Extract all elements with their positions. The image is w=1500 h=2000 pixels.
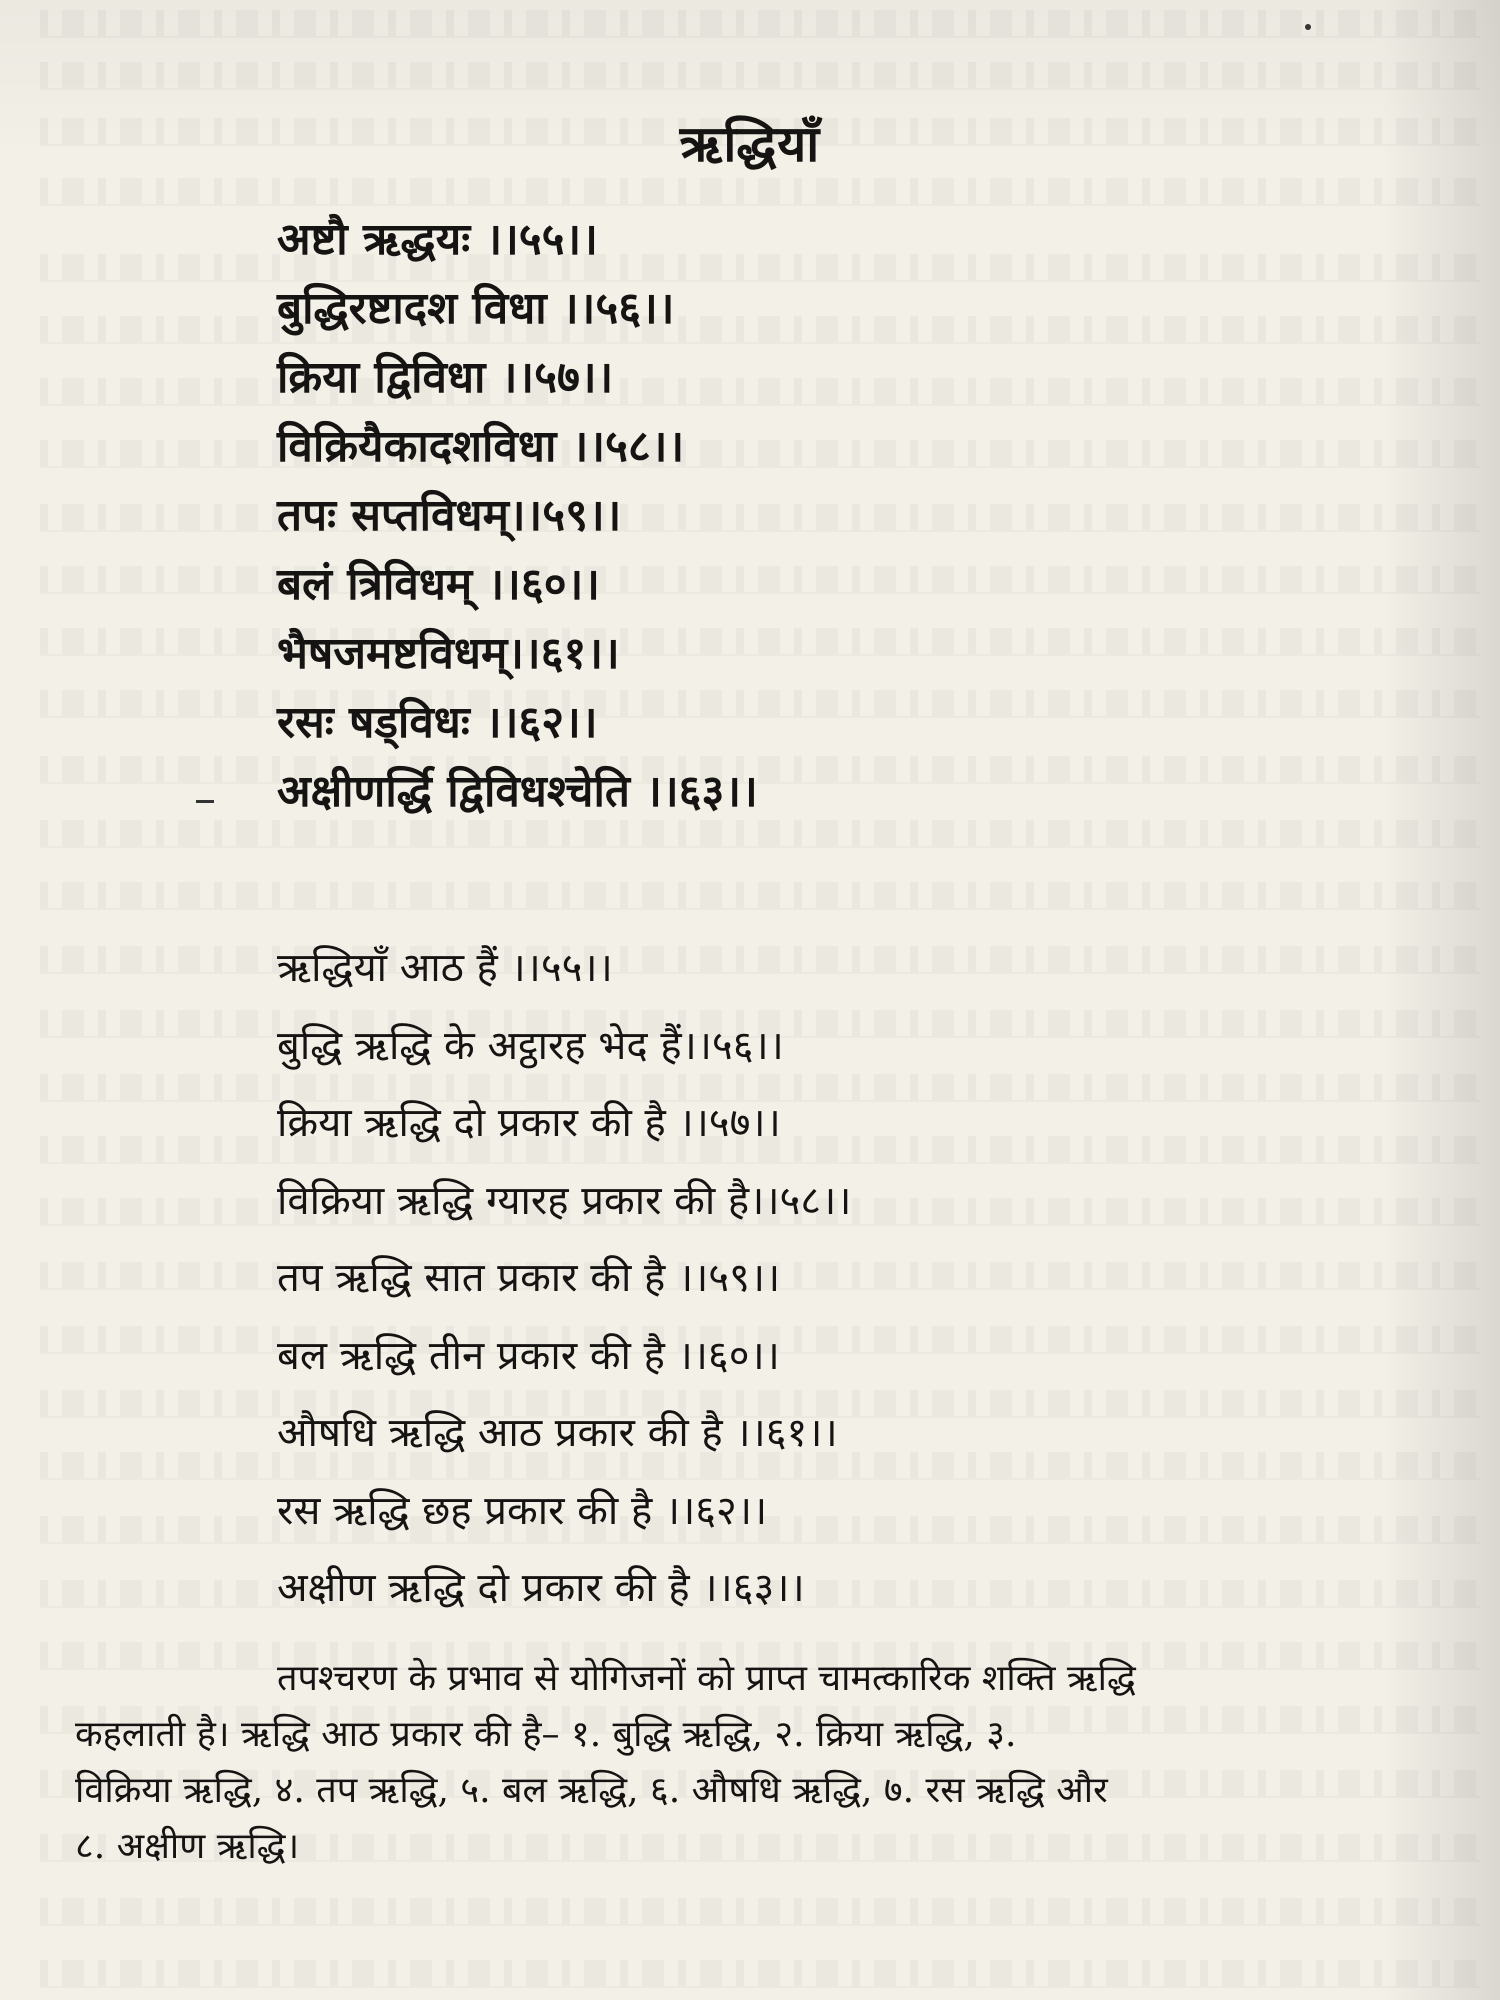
- meaning-line: बल ऋद्धि तीन प्रकार की है ।।६०।।: [277, 1332, 780, 1379]
- meaning-line: रस ऋद्धि छह प्रकार की है ।।६२।।: [277, 1487, 768, 1534]
- sutra-line: अष्टौ ऋद्धयः ।।५५।।: [277, 214, 598, 265]
- meaning-line: विक्रिया ऋद्धि ग्यारह प्रकार की है।।५८।।: [277, 1177, 852, 1224]
- paragraph-line: तपश्चरण के प्रभाव से योगिजनों को प्राप्त चामत्कारिक शक्ति ऋद्धि: [277, 1658, 1136, 1699]
- sutra-line: विक्रियैकादशविधा ।।५८।।: [277, 421, 685, 472]
- meaning-line: ऋद्धियाँ आठ हैं ।।५५।।: [277, 945, 613, 991]
- sutra-line: भैषजमष्टविधम्।।६१।।: [277, 628, 620, 679]
- paragraph-line: कहलाती है। ऋद्धि आठ प्रकार की है– १. बुद्धि ऋद्धि, २. क्रिया ऋद्धि, ३.: [75, 1714, 1017, 1755]
- explanation-paragraph: [75, 1651, 1460, 1875]
- meaning-list: [277, 930, 1377, 1628]
- margin-dash: [196, 800, 214, 803]
- sutra-list: [277, 205, 1277, 826]
- sutra-line: बुद्धिरष्टादश विधा ।।५६।।: [277, 283, 675, 334]
- meaning-line: तप ऋद्धि सात प्रकार की है ।।५९।।: [277, 1255, 781, 1301]
- sutra-line: तपः सप्तविधम्।।५९।।: [277, 490, 622, 541]
- meaning-line: बुद्धि ऋद्धि के अट्ठारह भेद हैं।।५६।।: [277, 1022, 784, 1069]
- meaning-line: औषधि ऋद्धि आठ प्रकार की है ।।६१।।: [277, 1410, 838, 1456]
- page-title: ऋद्धियाँ: [679, 114, 821, 173]
- meaning-line: क्रिया ऋद्धि दो प्रकार की है ।।५७।।: [277, 1100, 781, 1146]
- paragraph-line: विक्रिया ऋद्धि, ४. तप ऋद्धि, ५. बल ऋद्धि, ६. औषधि ऋद्धि, ७. रस ऋद्धि और: [75, 1770, 1108, 1811]
- sutra-line: अक्षीणर्द्धि द्विविधश्चेति ।।६३।।: [277, 766, 758, 817]
- sutra-line: क्रिया द्विविधा ।।५७।।: [277, 352, 614, 403]
- print-speck: [1305, 24, 1311, 30]
- paragraph-line: ८. अक्षीण ऋद्धि।: [75, 1826, 300, 1867]
- sutra-line: बलं त्रिविधम् ।।६०।।: [277, 559, 600, 610]
- meaning-line: अक्षीण ऋद्धि दो प्रकार की है ।।६३।।: [277, 1565, 805, 1611]
- sutra-line: रसः षड्विधः ।।६२।।: [277, 697, 598, 748]
